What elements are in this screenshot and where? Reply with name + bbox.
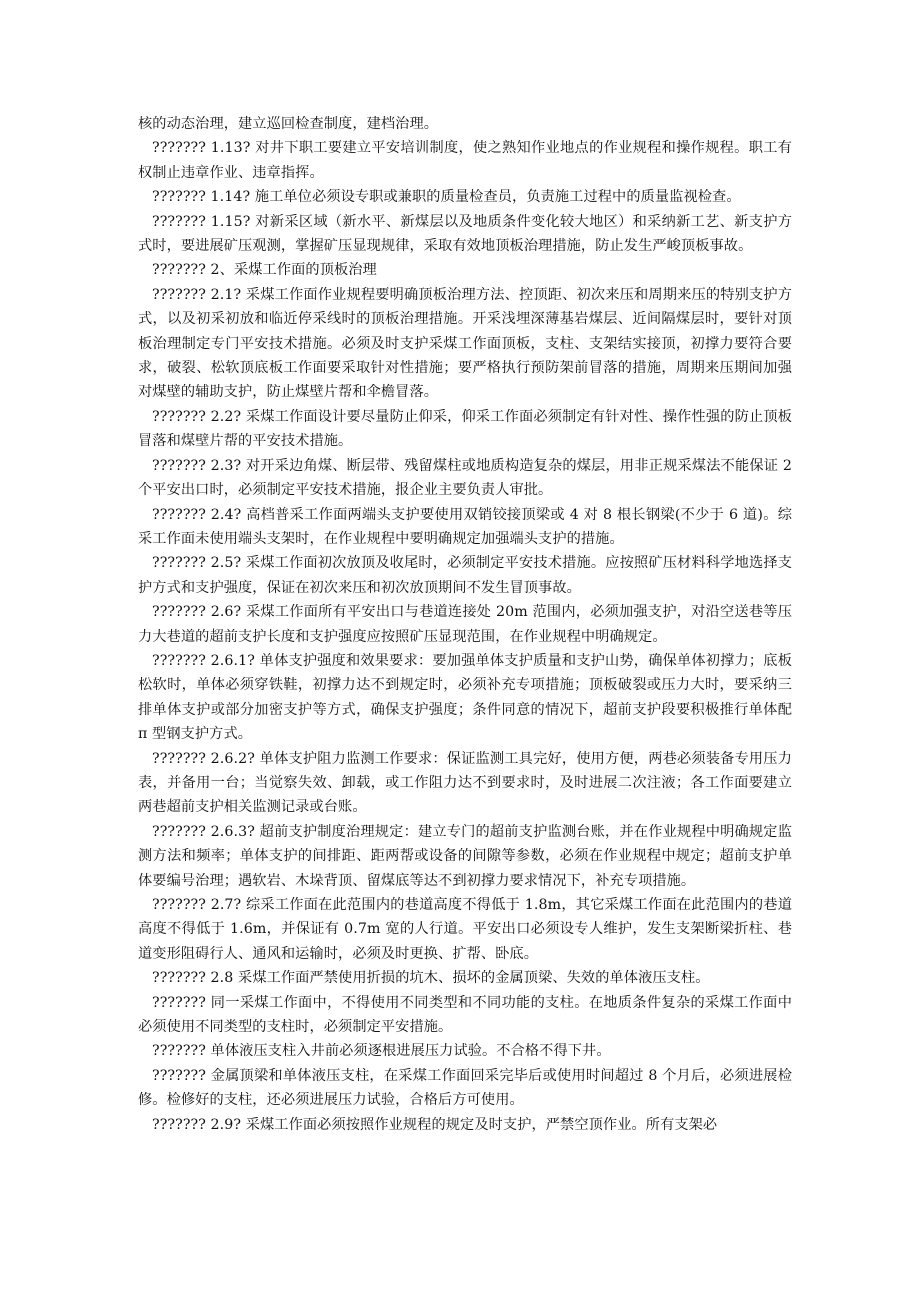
paragraph-1-15: ??????? 1.15? 对新采区域（新水平、新煤层以及地质条件变化较大地区）和采纳新工艺、新支护方式时，要进展矿压观测，掌握矿压显现规律，采取有效地顶板治理措施，防止发生严峻顶板事故。: [138, 213, 792, 255]
paragraph-2-7: ??????? 2.7? 综采工作面在此范围内的巷道高度不得低于 1.8m，其它采煤工作面在此范围内的巷道高度不得低于 1.6m，并保证有 0.7m 宽的人行道。平安出口必须设专人维护，发生支架断梁折柱、巷道变形阻碍行人、通风和运输时，必须及时更换、扩帮、卧底。: [138, 897, 792, 962]
paragraph-2-9: ??????? 2.9? 采煤工作面必须按照作业规程的规定及时支护，严禁空顶作业。所有支架必: [152, 1116, 718, 1133]
paragraph-2-8: ??????? 2.8 采煤工作面严禁使用折损的坑木、损坏的金属顶梁、失效的单体液压支柱。: [152, 970, 710, 987]
paragraph-1-14: ??????? 1.14? 施工单位必须设专职或兼职的质量检查员，负责施工过程中的质量监视检查。: [152, 189, 741, 206]
paragraph-2-6-2: ??????? 2.6.2? 单体支护阻力监测工作要求：保证监测工具完好，使用方便，两巷必须装备专用压力表，并备用一台；当觉察失效、卸载，或工作阻力达不到要求时，及时进展二次注液；各工作面要建立两巷超前支护相关监测记录或台账。: [138, 750, 792, 816]
document-body: [138, 112, 792, 1137]
paragraph-support-types: ??????? 同一采煤工作面中，不得使用不同类型和不同功能的支柱。在地质条件复杂的采煤工作面中必须使用不同类型的支柱时，必须制定平安措施。: [138, 994, 792, 1036]
paragraph-2-6-3: ??????? 2.6.3? 超前支护制度治理规定：建立专门的超前支护监测台账，并在作业规程中明确规定监测方法和频率；单体支护的间排距、距两帮或设备的间隙等参数，必须在作业规程中规定；超前支护单体要编号治理；遇软岩、木垛背顶、留煤底等达不到初撑力要求情况下，补充专项措施。: [138, 823, 792, 889]
paragraph-1-13: ??????? 1.13? 对井下职工要建立平安培训制度，使之熟知作业地点的作业规程和操作规程。职工有权制止违章作业、违章指挥。: [138, 140, 792, 181]
paragraph-pressure-test: ??????? 单体液压支柱入井前必须逐根进展压力试验。不合格不得下井。: [152, 1043, 611, 1060]
paragraph-2-6: ??????? 2.6? 采煤工作面所有平安出口与巷道连接处 20m 范围内，必须加强支护，对沿空送巷等压力大巷道的超前支护长度和支护强度应按照矿压显现范围，在作业规程中明确规定。: [138, 604, 792, 645]
section-heading-2: ??????? 2、采煤工作面的顶板治理: [152, 262, 377, 279]
paragraph-continuation: 核的动态治理，建立巡回检查制度，建档治理。: [138, 116, 439, 132]
paragraph-2-2: ??????? 2.2? 采煤工作面设计要尽量防止仰采，仰采工作面必须制定有针对性、操作性强的防止顶板冒落和煤壁片帮的平安技术措施。: [138, 408, 792, 450]
paragraph-2-5: ??????? 2.5? 采煤工作面初次放顶及收尾时，必须制定平安技术措施。应按照矿压材料科学地选择支护方式和支护强度，保证在初次来压和初次放顶期间不发生冒顶事故。: [138, 555, 792, 596]
paragraph-2-4: ??????? 2.4? 高档普采工作面两端头支护要使用双销铰接顶梁或 4 对 8 根长钢梁(不少于 6 道)。综采工作面未使用端头支架时，在作业规程中要明确规定加强端头支护的措施。: [138, 506, 792, 547]
paragraph-2-1: ??????? 2.1? 采煤工作面作业规程要明确顶板治理方法、控顶距、初次来压和周期来压的特别支护方式，以及初采初放和临近停采线时的顶板治理措施。开采浅埋深薄基岩煤层、近间隔煤层时，要针对顶板治理制定专门平安技术措施。必须及时支护采煤工作面顶板，支柱、支架结实接顶，初撑力要符合要求，破裂、松软顶底板工作面要采取针对性措施；要严格执行预防架前冒落的措施，周期来压期间加强对煤壁的辅助支护，防止煤壁片帮和伞檐冒落。: [138, 286, 792, 401]
paragraph-2-6-1: ??????? 2.6.1? 单体支护强度和效果要求：要加强单体支护质量和支护山势，确保单体初撑力；底板松软时，单体必须穿铁鞋，初撑力达不到规定时，必须补充专项措施；顶板破裂或压力大时，要采纳三排单体支护或部分加密支护等方式，确保支护强度；条件同意的情况下，超前支护段要积极推行单体配 π 型钢支护方式。: [138, 652, 792, 743]
paragraph-maintenance: ??????? 金属顶梁和单体液压支柱，在采煤工作面回采完毕后或使用时间超过 8 个月后，必须进展检修。检修好的支柱，还必须进展压力试验，合格后方可使用。: [138, 1067, 792, 1109]
paragraph-2-3: ??????? 2.3? 对开采边角煤、断层带、残留煤柱或地质构造复杂的煤层，用非正规采煤法不能保证 2 个平安出口时，必须制定平安技术措施，报企业主要负责人审批。: [138, 457, 792, 499]
